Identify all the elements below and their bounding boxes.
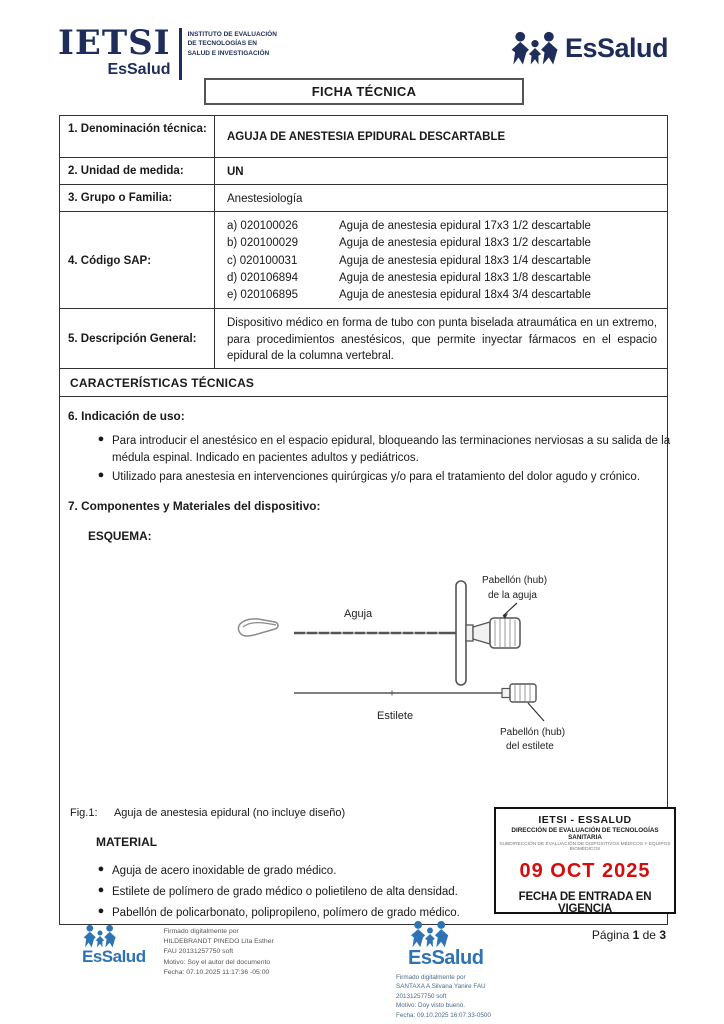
sig-line: Firmado digitalmente por [396, 974, 466, 981]
caracteristicas-header: CARACTERÍSTICAS TÉCNICAS [60, 369, 667, 397]
indication-bullet [90, 433, 675, 466]
stamp-date: 09 OCT 2025 [519, 860, 651, 883]
ietsi-tagline: INSTITUTO DE EVALUACIÓN DE TECNOLOGÍAS EN SALUD E INVESTIGACIÓN [187, 31, 277, 57]
sap-row [227, 235, 657, 252]
sap-row [227, 287, 657, 304]
page-number [592, 928, 666, 942]
material-bullet-list [90, 863, 520, 925]
row-value: UN [227, 166, 244, 178]
stylet-hub-pointer [528, 703, 544, 721]
esquema-label: ESQUEMA: [88, 529, 152, 544]
technical-section [60, 397, 671, 924]
section6-title: 6. Indicación de uso: [68, 409, 185, 424]
row-value: Anestesiología [227, 193, 303, 206]
table-row-denominacion [60, 116, 667, 158]
sap-row [227, 218, 657, 235]
family-icon [82, 924, 146, 948]
sap-desc: Aguja de anestesia epidural 17x3 1/2 descartable [339, 220, 591, 233]
bullet-icon: ● [97, 433, 105, 446]
ietsi-wordmark [58, 23, 171, 78]
needle-hub-label-1: Pabellón (hub) [482, 575, 548, 587]
material-bullet [90, 884, 520, 901]
sig-line: Motivo: Doy visto bueno. [396, 1002, 465, 1010]
essalud-logo-small [408, 920, 483, 968]
row-label: 1. Denominación técnica: [60, 116, 215, 157]
figure-number: Fig.1: [70, 807, 98, 820]
family-icon [408, 920, 483, 948]
figure-caption-text: Aguja de anestesia epidural (no incluye diseño) [113, 807, 346, 820]
title-box [204, 78, 524, 105]
sig-line: Fecha: 09.10.2025 16:07:33-0500 [396, 1011, 491, 1019]
page-number-of: de [639, 928, 660, 942]
stylet-hub-label-1: Pabellón (hub) [500, 727, 566, 739]
sap-code: a) 020100026 [227, 220, 298, 233]
spec-table [59, 115, 671, 925]
sap-row [227, 253, 657, 270]
page-title: FICHA TÉCNICA [311, 84, 417, 99]
stamp-org: IETSI - ESSALUD [538, 814, 632, 827]
sap-code: e) 020106895 [227, 289, 298, 302]
essalud-wordmark: EsSalud [408, 947, 484, 969]
ietsi-logo [58, 23, 280, 80]
table-row-descripcion [60, 309, 667, 369]
family-icon [509, 30, 561, 66]
indication-bullet [90, 469, 675, 486]
bullet-text: Utilizado para anestesia en intervenciones quirúrgicas y/o para el tratamiento del dolor agudo y crónico. [112, 471, 641, 484]
ietsi-essalud-sub: EsSalud [107, 61, 171, 78]
bullet-text: Pabellón de policarbonato, polipropileno, polímero de grado médico. [112, 906, 460, 919]
essalud-logo-small [82, 924, 146, 965]
row-label: 4. Código SAP: [60, 212, 215, 308]
stamp-vigencia-label: FECHA DE ENTRADA EN VIGENCIA [518, 891, 652, 916]
needle-tip-detail [238, 619, 278, 636]
bullet-text: Estilete de polímero de grado médico o polietileno de alta densidad. [112, 886, 458, 899]
stamp-direction: DIRECCIÓN DE EVALUACIÓN DE TECNOLOGÍAS SANITARIA [511, 827, 659, 842]
bullet-text: Aguja de acero inoxidable de grado médico. [112, 865, 337, 878]
needle-hub-label-2: de la aguja [488, 590, 537, 602]
needle-shaft [294, 630, 457, 636]
sig-line: Fecha: 07.10.2025 11:17:36 -05:00 [163, 968, 270, 976]
material-title: MATERIAL [96, 835, 158, 850]
sap-code-list [215, 212, 667, 308]
needle-wings [456, 581, 466, 685]
row-value: Dispositivo médico en forma de tubo con punta biselada atraumática en un extremo, para procedimientos anestésicos, que permite inyectar fármacos en el espacio epidural de la columna vertebral. [227, 317, 657, 362]
row-label: 2. Unidad de medida: [60, 158, 215, 184]
sap-desc: Aguja de anestesia epidural 18x3 1/8 descartable [339, 271, 591, 284]
sig-line: Firmado digitalmente por [163, 928, 239, 935]
sig-line: FAU 20131257750 soft [163, 948, 234, 956]
sig-line: SANTAXA A Silvana Yanire FAU [396, 983, 486, 991]
table-row-codigo-sap [60, 212, 667, 309]
needle-hub [466, 618, 520, 648]
table-row-grupo [60, 185, 667, 212]
sap-row [227, 270, 657, 287]
sig-line: Motivo: Soy el autor del documento [163, 958, 271, 966]
ietsi-name: IETSI [58, 23, 171, 63]
sap-code: c) 020100031 [227, 254, 298, 267]
bullet-text: Para introducir el anestésico en el espacio epidural, bloqueando las terminaciones nerviosas a su salida de la médula espinal. Indicado en pacientes adultos y pediátricos. [112, 435, 671, 465]
table-row-unidad [60, 158, 667, 185]
row-label: 3. Grupo o Familia: [60, 185, 215, 211]
vigencia-stamp [494, 807, 676, 914]
row-value: AGUJA DE ANESTESIA EPIDURAL DESCARTABLE [227, 131, 506, 144]
ietsi-divider [179, 28, 182, 80]
stamp-subdirection: SUBDIRECCIÓN DE EVALUACIÓN DE DISPOSITIVOS MÉDICOS Y EQUIPOS BIOMÉDICOS [499, 842, 671, 853]
sap-code: b) 020100029 [227, 237, 298, 250]
bullet-icon: ● [97, 884, 105, 897]
sap-desc: Aguja de anestesia epidural 18x3 1/2 descartable [339, 237, 591, 250]
stylet-hub-label-2: del estilete [506, 741, 554, 753]
stylet-label: Estilete [377, 710, 414, 723]
bullet-icon: ● [97, 469, 105, 482]
section7-title: 7. Componentes y Materiales del dispositivo: [68, 499, 321, 514]
signature-left [82, 924, 274, 978]
essalud-wordmark: EsSalud [82, 947, 146, 966]
row-label: 5. Descripción General: [60, 309, 215, 368]
sap-desc: Aguja de anestesia epidural 18x3 1/4 descartable [339, 254, 591, 267]
epidural-needle-diagram [232, 565, 632, 765]
signature-center [396, 920, 491, 1020]
sig-line: 20131257750 soft [396, 992, 447, 1000]
signature-text [164, 924, 274, 978]
material-bullet [90, 863, 520, 880]
sig-line: HILDEBRANDT PINEDO Lita Esther [163, 938, 274, 946]
needle-hub-pointer [503, 603, 517, 616]
sap-desc: Aguja de anestesia epidural 18x4 3/4 descartable [339, 289, 591, 302]
figure-caption [70, 807, 345, 819]
essalud-wordmark: EsSalud [564, 32, 668, 63]
bullet-icon: ● [97, 904, 105, 917]
page-number-prefix: Página [591, 928, 633, 942]
page-number-current: 1 [632, 928, 640, 942]
needle-label: Aguja [344, 608, 373, 621]
page-number-total: 3 [659, 928, 666, 942]
sap-code: d) 020106894 [227, 271, 298, 284]
material-bullet [90, 905, 520, 922]
essalud-logo [509, 30, 668, 66]
bullet-icon: ● [97, 863, 105, 876]
stylet [294, 684, 536, 702]
signature-text [396, 970, 491, 1020]
